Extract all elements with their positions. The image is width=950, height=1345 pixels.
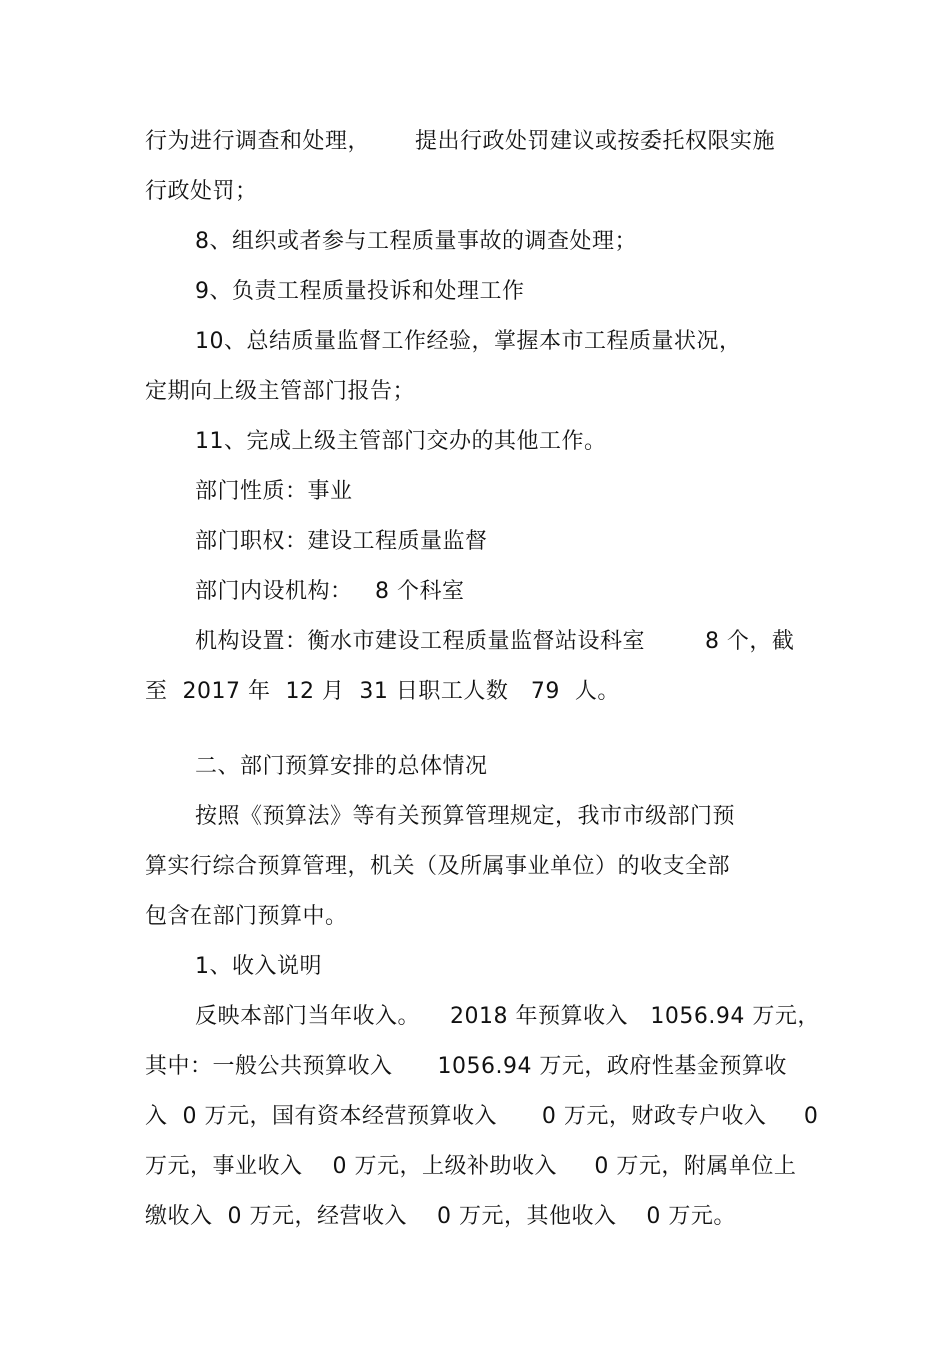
department-authority: 部门职权：建设工程质量监督 — [195, 529, 488, 554]
list-item: 9、负责工程质量投诉和处理工作 — [195, 279, 525, 304]
paragraph-line: 包含在部门预算中。 — [145, 904, 348, 929]
section-heading: 二、部门预算安排的总体情况 — [195, 754, 488, 779]
text-line: 行为进行调查和处理， 提出行政处罚建议或按委托权限实施 — [145, 129, 775, 154]
text-line: 行政处罚； — [145, 179, 258, 204]
paragraph-line: 按照《预算法》等有关预算管理规定，我市市级部门预 — [195, 804, 736, 829]
department-internal-units: 部门内设机构： 8 个科室 — [195, 579, 465, 604]
text-line: 定期向上级主管部门报告； — [145, 379, 416, 404]
list-item: 8、组织或者参与工程质量事故的调查处理； — [195, 229, 637, 254]
list-item: 10、总结质量监督工作经验，掌握本市工程质量状况， — [195, 329, 742, 354]
organization-setup: 机构设置：衡水市建设工程质量监督站设科室 8 个，截 — [195, 629, 795, 654]
paragraph-line: 缴收入 0 万元，经营收入 0 万元，其他收入 0 万元。 — [145, 1204, 736, 1229]
list-item: 11、完成上级主管部门交办的其他工作。 — [195, 429, 607, 454]
subsection-heading: 1、收入说明 — [195, 954, 322, 979]
paragraph-line: 其中：一般公共预算收入 1056.94 万元，政府性基金预算收 — [145, 1054, 787, 1079]
paragraph-line: 算实行综合预算管理，机关（及所属事业单位）的收支全部 — [145, 854, 731, 879]
paragraph-line: 万元，事业收入 0 万元，上级补助收入 0 万元，附属单位上 — [145, 1154, 797, 1179]
text-line: 至 2017 年 12 月 31 日职工人数 79 人。 — [145, 679, 620, 704]
paragraph-line: 反映本部门当年收入。 2018 年预算收入 1056.94 万元， — [195, 1004, 820, 1029]
department-nature: 部门性质：事业 — [195, 479, 353, 504]
paragraph-line: 入 0 万元，国有资本经营预算收入 0 万元，财政专户收入 0 — [145, 1104, 819, 1129]
